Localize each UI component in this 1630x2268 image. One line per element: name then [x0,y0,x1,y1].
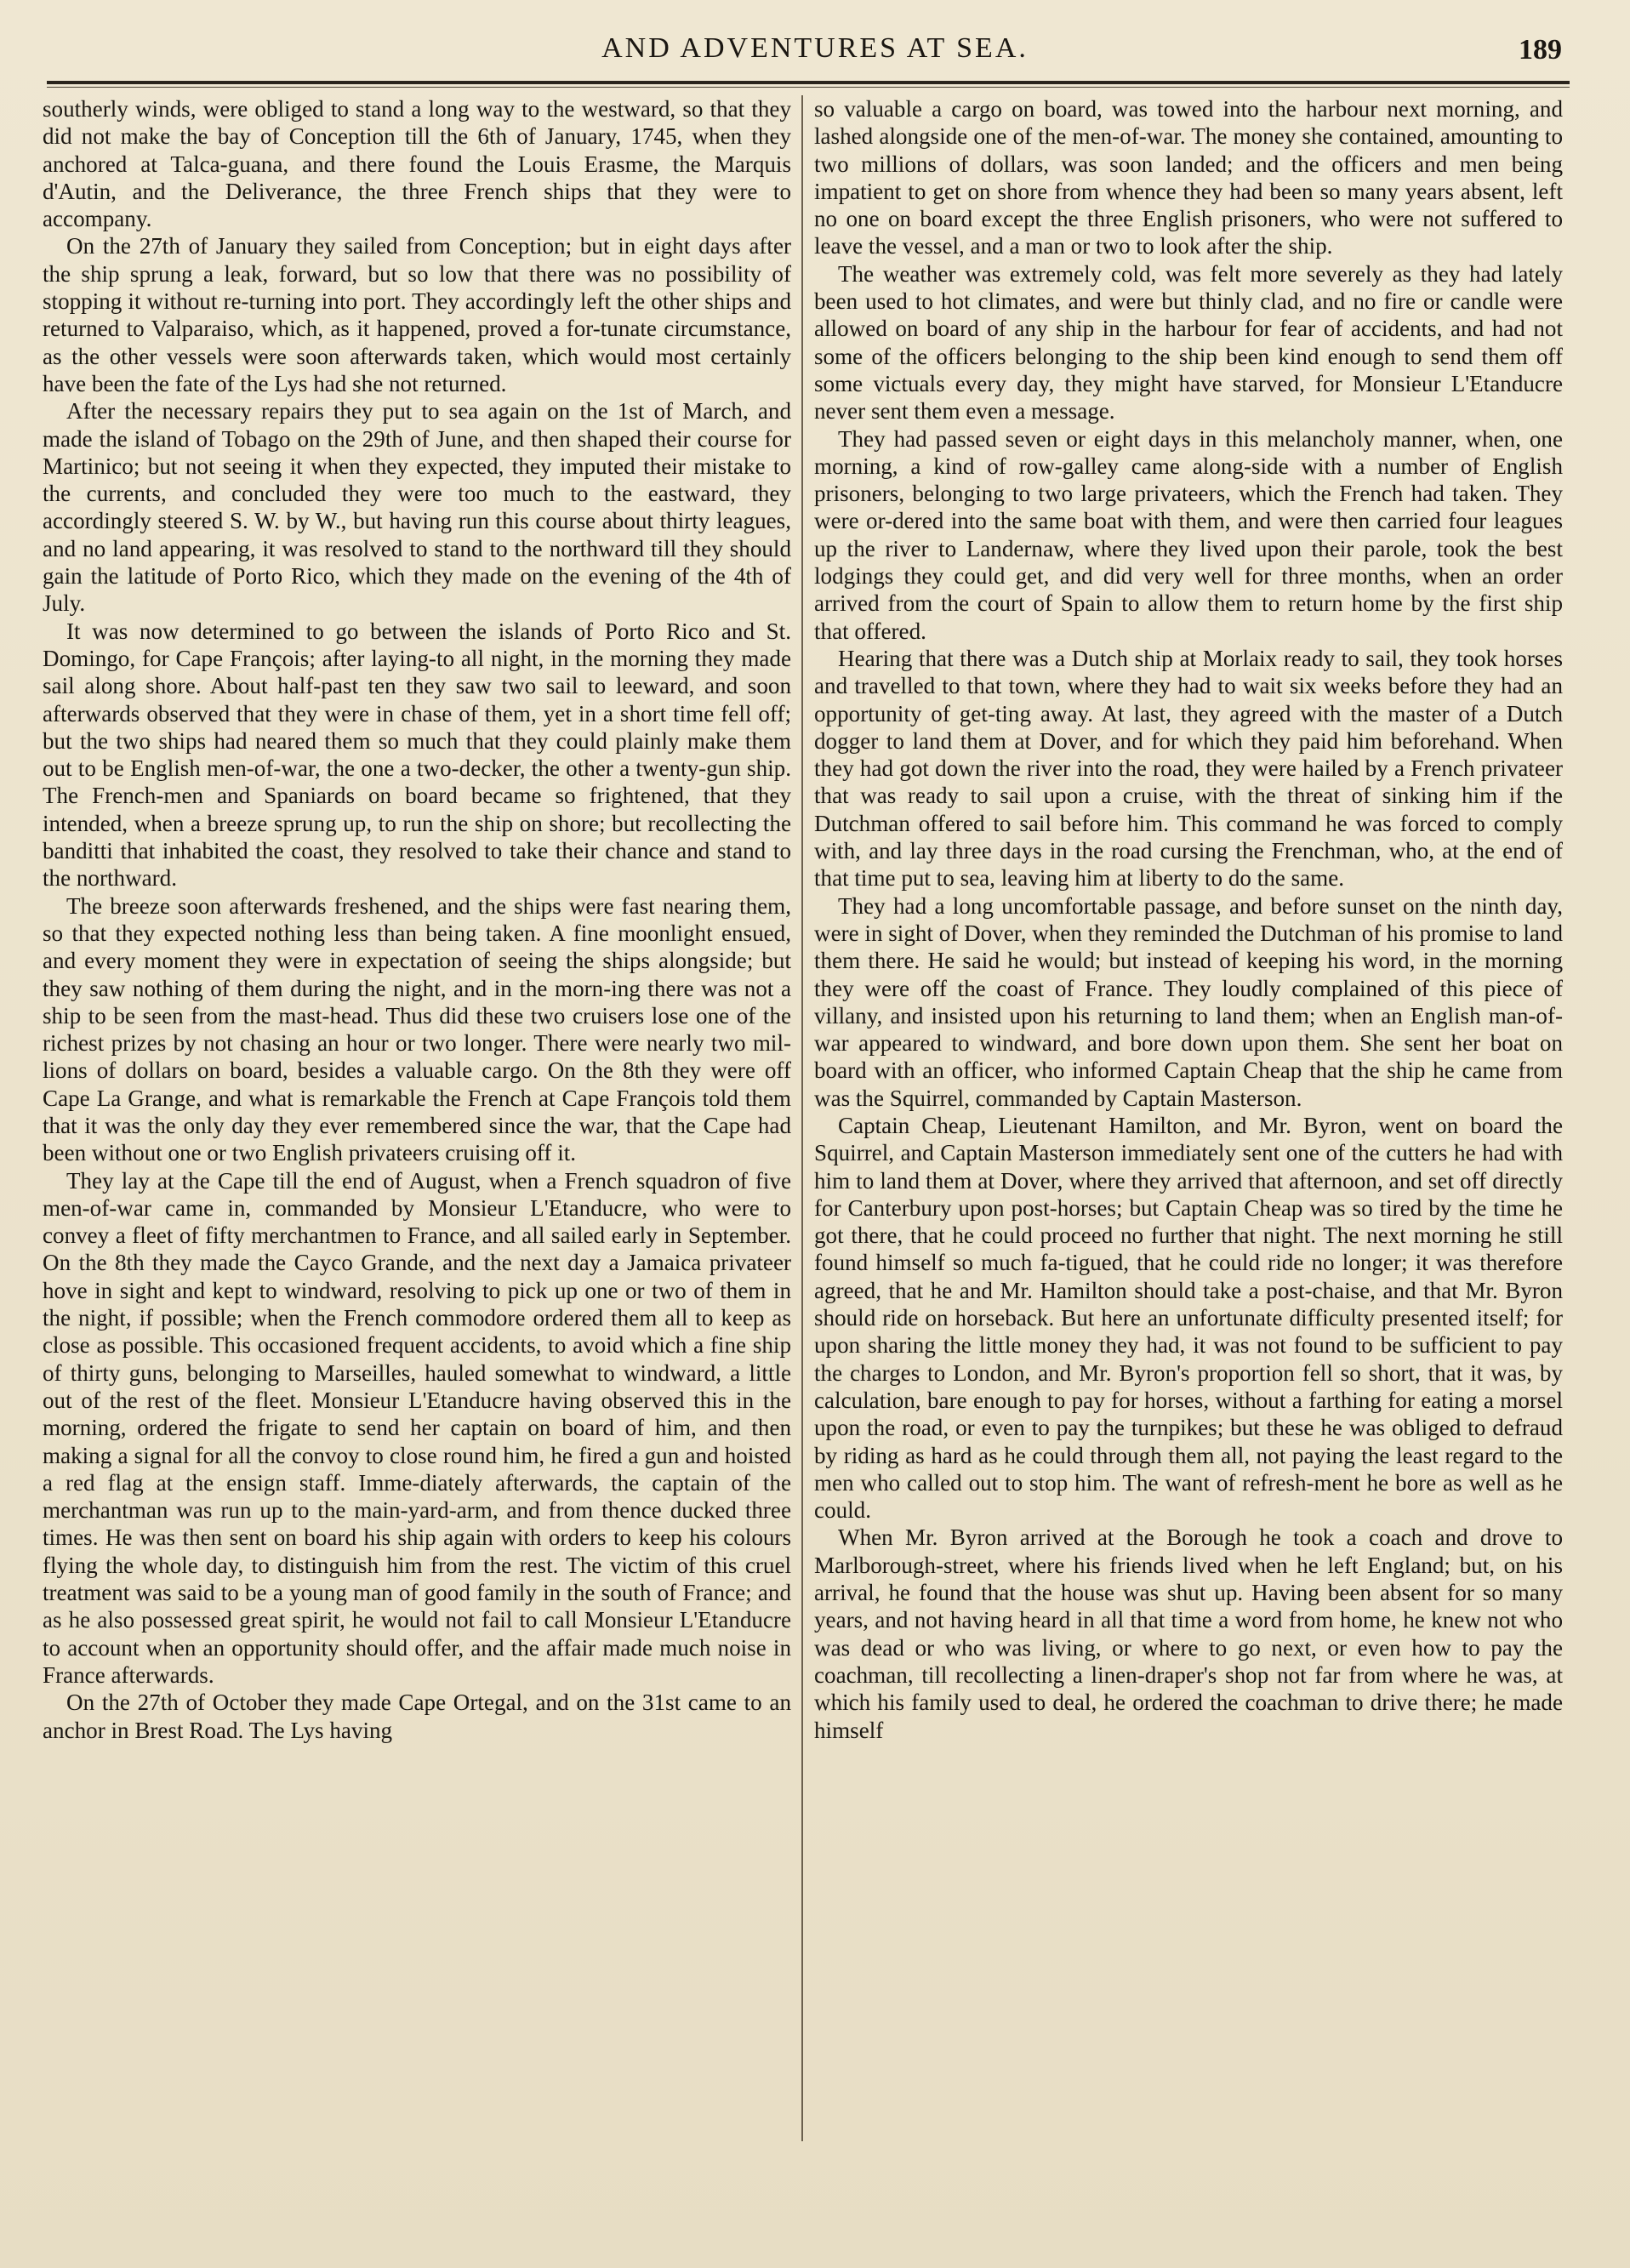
paragraph: On the 27th of January they sailed from Conception; but in eight days after the ship sprung a leak, forward, but so low that there was no possibility of stopping it without re-turning into port. They accordingly left the other ships and returned to Valparaiso, which, as it happened, proved a for-tunate circumstance, as the other vessels were soon afterwards taken, which would most certainly have been the fate of the Lys had she not returned. [43,233,791,396]
paragraph: Hearing that there was a Dutch ship at Morlaix ready to sail, they took horses and travelled to that town, where they had to wait six weeks before they had an opportunity of get-ting away. At last, they agreed with the master of a Dutch dogger to land them at Dover, and for which they paid him beforehand. When they had got down the river into the road, they were hailed by a French privateer that was ready to sail upon a cruise, with the threat of sinking him if the Dutchman offered to sail before him. This command he was forced to comply with, and lay three days in the road cursing the Frenchman, who, at the end of that time put to sea, leaving him at liberty to do the same. [814,645,1563,892]
paragraph: so valuable a cargo on board, was towed into the harbour next morning, and lashed alongside one of the men-of-war. The money she contained, amounting to two millions of dollars, was soon landed; and the officers and men being impatient to get on shore from whence they had been so many years absent, left no one on board except the three English prisoners, who were not suffered to leave the vessel, and a man or two to look after the ship. [814,96,1563,259]
paragraph: The breeze soon afterwards freshened, and the ships were fast nearing them, so that they expected nothing less than being taken. A fine moonlight ensued, and every moment they were in expectation of seeing the ships alongside; but they saw nothing of them during the night, and in the morn-ing there was not a ship to be seen from the mast-head. Thus did these two cruisers lose one of the richest prizes by not chasing an hour or two longer. There were nearly two mil-lions of dollars on board, besides a valuable cargo. On the 8th they were off Cape La Grange, and what is remarkable the French at Cape François told them that it was the only day they ever remembered since the war, that the Cape had been without one or two English privateers cruising off it. [43,892,791,1166]
paragraph: The weather was extremely cold, was felt more severely as they had lately been used to hot climates, and were but thinly clad, and no fire or candle were allowed on board of any ship in the harbour for fear of accidents, and had not some of the officers belonging to the ship been kind enough to send them off some victuals every day, they might have starved, for Monsieur L'Etanducre never sent them even a message. [814,260,1563,425]
paragraph: On the 27th of October they made Cape Ortegal, and on the 31st came to an anchor in Brest Road. The Lys having [43,1690,791,1743]
column-divider [801,95,803,2141]
left-column [43,95,791,2145]
right-column [814,95,1563,2145]
paragraph: Captain Cheap, Lieutenant Hamilton, and Mr. Byron, went on board the Squirrel, and Captain Masterson immediately sent one of the cutters he had with him to land them at Dover, where they arrived that afternoon, and set off directly for Canterbury upon post-horses; but Captain Cheap was so tired by the time he got there, that he could proceed no further that night. The next morning he still found himself so much fa-tigued, that he could ride no longer; it was therefore agreed, that he and Mr. Hamilton should take a post-chaise, and that Mr. Byron should ride on horseback. But here an unfortunate difficulty presented itself; for upon sharing the little money they had, it was not found to be sufficient to pay the charges to London, and Mr. Byron's proportion fell so short, that it was, by calculation, bare enough to pay for horses, without a farthing for eating a morsel upon the road, or even to pay the turnpikes; but these he was obliged to defraud by riding as hard as he could through them all, not paying the least regard to the men who called out to stop him. The want of refresh-ment he bore as well as he could. [814,1112,1563,1524]
paragraph: After the necessary repairs they put to sea again on the 1st of March, and made the island of Tobago on the 29th of June, and then shaped their course for Martinico; but not seeing it when they expected, they imputed their mistake to the currents, and concluded they were too much to the eastward, they accordingly steered S. W. by W., but having run this course about thirty leagues, and no land appearing, it was resolved to stand to the northward till they should gain the latitude of Porto Rico, which they made on the evening of the 4th of July. [43,398,791,617]
header-rule [47,81,1570,84]
paragraph: When Mr. Byron arrived at the Borough he took a coach and drove to Marlborough-street, where his friends lived when he left England; but, on his arrival, he found that the house was shut up. Having been absent for so many years, and not having heard in all that time a word from home, he knew not who was dead or who was living, or where to go next, or even how to pay the coachman, till recollecting a linen-draper's shop not far from where he was, at which his family used to deal, he ordered the coachman to drive there; he made himself [814,1524,1563,1743]
paragraph: They had a long uncomfortable passage, and before sunset on the ninth day, were in sight of Dover, when they reminded the Dutchman of his promise to land them there. He said he would; but instead of keeping his word, in the morning they were off the coast of France. They loudly complained of this piece of villany, and insisted upon his returning to land them; when an English man-of-war appeared to windward, and bore down upon them. She sent her boat on board with an officer, who informed Captain Cheap that the ship he came from was the Squirrel, commanded by Captain Masterson. [814,892,1563,1111]
paragraph: They lay at the Cape till the end of August, when a French squadron of five men-of-war came in, commanded by Monsieur L'Etanducre, who were to convey a fleet of fifty merchantmen to France, and all sailed early in September. On the 8th they made the Cayco Grande, and the next day a Jamaica privateer hove in sight and kept to windward, resolving to pick up one or two of them in the night, if possible; when the French commodore ordered them all to keep as close as possible. This occasioned frequent accidents, to avoid which a fine ship of thirty guns, belonging to Marseilles, hauled somewhat to windward, a little out of the rest of the fleet. Monsieur L'Etanducre having observed this in the morning, ordered the frigate to send her captain on board of him, and then making a signal for all the convoy to close round him, he fired a gun and hoisted a red flag at the ensign staff. Imme-diately afterwards, the captain of the merchantman was run up to the main-yard-arm, and from thence ducked three times. He was then sent on board his ship again with orders to keep his colours flying the whole day, to distinguish him from the rest. The victim of this cruel treatment was said to be a young man of good family in the south of France; and as he also possessed great spirit, he would not fail to call Monsieur L'Etanducre to account when an opportunity should offer, and the affair made much noise in France afterwards. [43,1167,791,1688]
header-rule-thin [47,87,1570,88]
paragraph: They had passed seven or eight days in this melancholy manner, when, one morning, a kind of row-galley came along-side with a number of English prisoners, belonging to two large privateers, which the French had taken. They were or-dered into the same boat with them, and were then carried four leagues up the river to Landernaw, where they lived upon their parole, took the best lodgings they could get, and did very well for three months, when an order arrived from the court of Spain to allow them to return home by the first ship that offered. [814,425,1563,644]
paragraph: It was now determined to go between the islands of Porto Rico and St. Domingo, for Cape François; after laying-to all night, in the morning they made sail along shore. About half-past ten they saw two sail to leeward, and soon afterwards observed that they were in chase of them, yet in a short time fell off; but the two ships had neared them so much that they could plainly make them out to be English men-of-war, the one a two-decker, the other a twenty-gun ship. The French-men and Spaniards on board became so frightened, that they intended, when a breeze sprung up, to run the ship on shore; but recollecting the banditti that inhabited the coast, they resolved to take their chance and stand to the northward. [43,618,791,892]
running-header: AND ADVENTURES AT SEA. [601,32,1029,64]
paragraph: southerly winds, were obliged to stand a long way to the westward, so that they did not make the bay of Conception till the 6th of January, 1745, when they anchored at Talca-guana, and there found the Louis Erasme, the Marquis d'Autin, and the Deliverance, the three French ships that they were to accompany. [43,96,791,232]
page-number: 189 [1519,34,1562,66]
